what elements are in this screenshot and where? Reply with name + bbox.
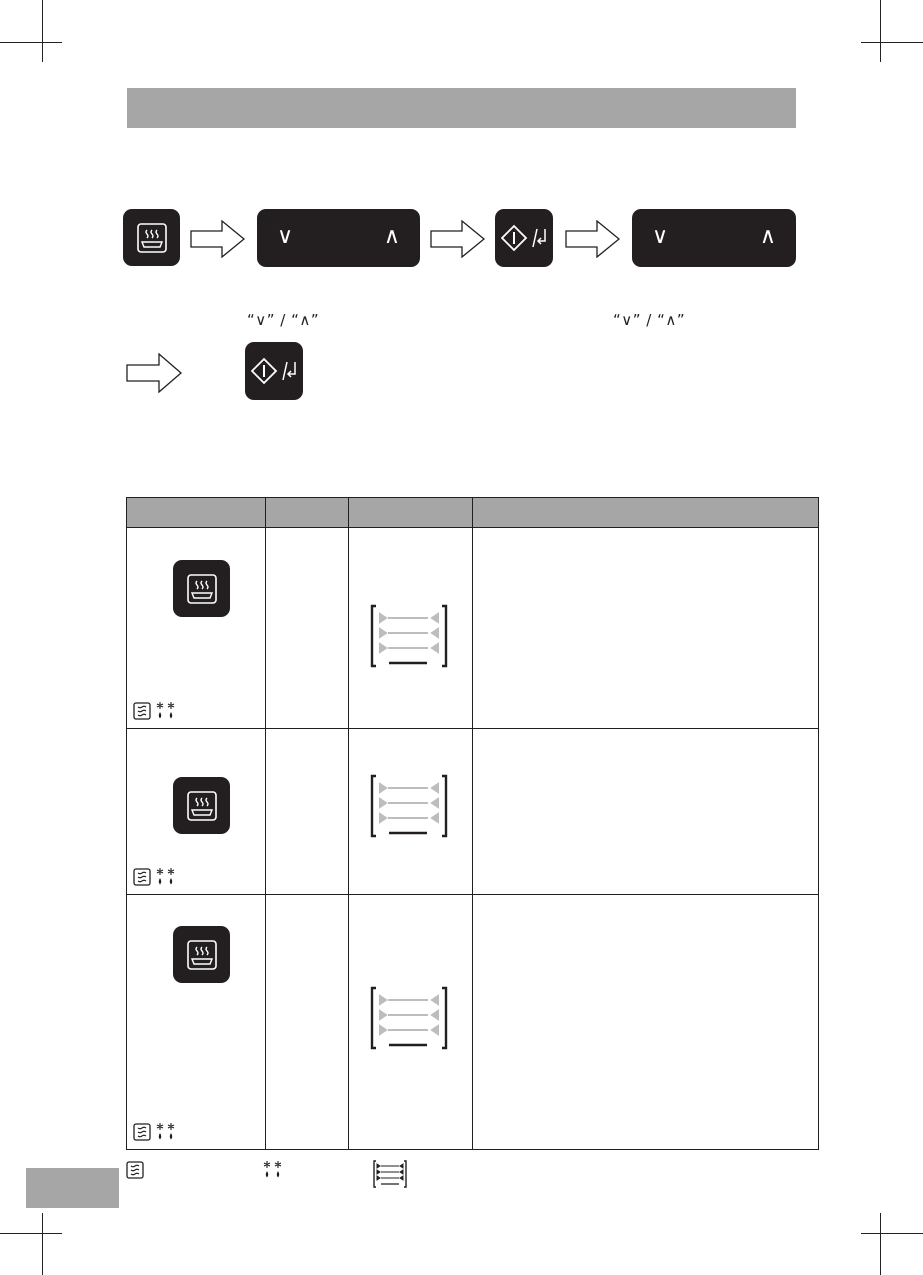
up-button[interactable]: ∧ (383, 224, 400, 249)
down-button[interactable]: ∨ (652, 224, 669, 249)
program-cell (127, 729, 266, 895)
steam-dish-icon (185, 938, 219, 972)
defrost-icon (155, 700, 177, 722)
table-header-row (127, 498, 819, 528)
table-row (127, 528, 819, 729)
rack-level-icon (369, 604, 449, 668)
rack-cell (349, 729, 473, 895)
flow-arrow (430, 220, 485, 258)
table-header (349, 498, 473, 528)
microwave-icon (133, 868, 151, 886)
crop-mark (861, 42, 923, 43)
start-enter-button[interactable] (245, 342, 303, 400)
weight-cell (266, 729, 349, 895)
weight-cell (266, 528, 349, 729)
description-cell (473, 895, 819, 1150)
crop-mark (880, 0, 881, 62)
steam-button (173, 777, 230, 834)
table-header (473, 498, 819, 528)
crop-mark (42, 0, 43, 62)
crop-mark (0, 1233, 62, 1234)
program-cell (127, 895, 266, 1150)
defrost-icon (155, 1121, 177, 1143)
defrost-icon (155, 866, 177, 888)
flow-arrow (190, 220, 245, 258)
start-enter-icon (251, 356, 297, 386)
microwave-icon (126, 1161, 144, 1179)
microwave-icon (133, 702, 151, 720)
start-enter-icon (501, 223, 547, 253)
up-button[interactable]: ∧ (759, 224, 776, 249)
value-selector[interactable] (257, 209, 420, 267)
description-cell (473, 528, 819, 729)
flow-arrow (565, 220, 620, 258)
steam-dish-icon (135, 221, 169, 255)
weight-cell (266, 895, 349, 1150)
rack-level-icon (373, 1160, 407, 1188)
table-header (266, 498, 349, 528)
rack-cell (349, 528, 473, 729)
flow-arrow (126, 353, 182, 393)
rack-level-icon (369, 774, 449, 838)
program-cell (127, 528, 266, 729)
crop-mark (861, 1233, 923, 1234)
table-row (127, 729, 819, 895)
steam-dish-icon (185, 572, 219, 606)
selector-caption: “∨” / “∧” (247, 311, 320, 329)
steam-program-table (126, 497, 819, 1150)
steam-button (173, 926, 230, 983)
down-button[interactable]: ∨ (277, 224, 294, 249)
steam-button[interactable] (123, 209, 180, 266)
table-row (127, 895, 819, 1150)
value-selector[interactable] (632, 209, 796, 267)
steam-button (173, 560, 230, 617)
rack-cell (349, 895, 473, 1150)
rack-level-icon (369, 986, 449, 1050)
start-enter-button[interactable] (495, 209, 553, 267)
section-tab (26, 1168, 119, 1208)
crop-mark (42, 1213, 43, 1275)
mode-icons (133, 700, 177, 722)
steam-dish-icon (185, 789, 219, 823)
mode-icons (133, 1121, 177, 1143)
crop-mark (0, 42, 62, 43)
section-header-bar (127, 88, 796, 128)
defrost-icon (262, 1159, 284, 1181)
microwave-icon (133, 1123, 151, 1141)
mode-icons (133, 866, 177, 888)
table-header (127, 498, 266, 528)
crop-mark (880, 1213, 881, 1275)
selector-caption: “∨” / “∧” (613, 311, 686, 329)
description-cell (473, 729, 819, 895)
